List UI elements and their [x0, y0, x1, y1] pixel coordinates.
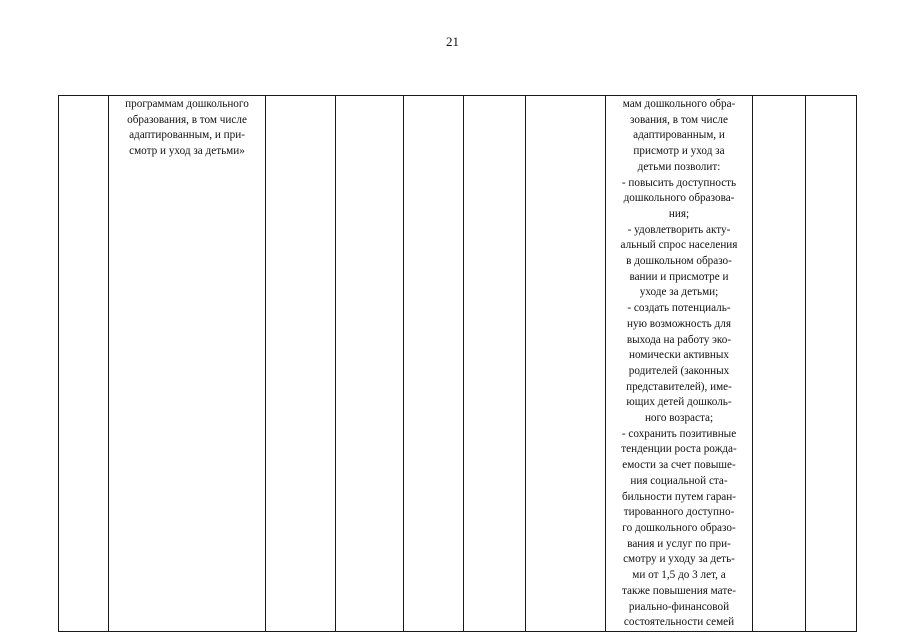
text-line: - сохранить позитивные — [621, 427, 737, 440]
text-line: ную возможность для — [627, 317, 731, 330]
text-line: вании и присмотре и — [629, 270, 729, 283]
page-number: 21 — [446, 34, 459, 49]
table-cell — [753, 96, 806, 632]
table-cell — [606, 96, 753, 632]
text-line: вания и услуг по при- — [627, 537, 731, 550]
text-line: дошкольного образова- — [623, 192, 735, 205]
table-cell — [336, 96, 404, 632]
text-line: адаптированным, и при- — [129, 129, 245, 142]
table-cell — [526, 96, 606, 632]
text-line: смотру и уходу за деть- — [623, 553, 735, 566]
text-line: детьми позволит: — [637, 160, 721, 173]
document-table — [58, 95, 857, 632]
text-line: в дошкольном образо- — [626, 255, 732, 268]
table-cell — [404, 96, 464, 632]
text-line: - повысить доступность — [621, 176, 737, 189]
text-line: образования, в том числе — [127, 113, 247, 126]
table-cell — [109, 96, 266, 632]
text-line: уходе за детьми; — [639, 286, 719, 299]
cell-text — [606, 96, 752, 631]
table-cell — [464, 96, 526, 632]
text-line: номически активных — [629, 349, 729, 362]
text-line: тированного доступно- — [623, 506, 735, 519]
table-cell — [59, 96, 109, 632]
text-line: мам дошкольного обра- — [622, 98, 736, 110]
text-line: родителей (законных — [628, 364, 730, 377]
text-line: зования, в том числе — [630, 113, 728, 126]
text-line: ния социальной ста- — [630, 474, 728, 487]
text-line: состоятельности семей — [623, 616, 735, 629]
text-line: ного возраста; — [644, 412, 714, 425]
text-line: выхода на работу эко- — [626, 333, 732, 346]
text-line: присмотр и уход за — [633, 145, 725, 158]
text-line: - удовлетворить акту- — [627, 223, 731, 236]
text-line: альный спрос населения — [620, 239, 738, 252]
text-line: го дошкольного образо- — [622, 521, 736, 534]
text-line: тенденции роста рожда- — [621, 443, 737, 456]
text-line: емости за счет повыше- — [622, 459, 736, 472]
table-cell — [806, 96, 857, 632]
text-line: представителей), име- — [626, 380, 732, 393]
text-line: - создать потенциаль- — [627, 302, 731, 315]
text-line: смотр и уход за детьми» — [129, 145, 245, 158]
text-line: адаптированным, и — [633, 129, 725, 142]
text-line: ния; — [668, 207, 690, 220]
text-line: ющих детей дошколь- — [626, 396, 732, 409]
text-line: программам дошкольного — [125, 98, 249, 110]
text-line: бильности путем гаран- — [621, 490, 736, 503]
text-line: ми от 1,5 до 3 лет, а — [632, 569, 726, 582]
text-line: риально-финансовой — [628, 600, 730, 613]
cell-text — [109, 96, 265, 160]
text-line: также повышения мате- — [622, 584, 736, 597]
table-cell — [266, 96, 336, 632]
table-row — [59, 96, 857, 632]
